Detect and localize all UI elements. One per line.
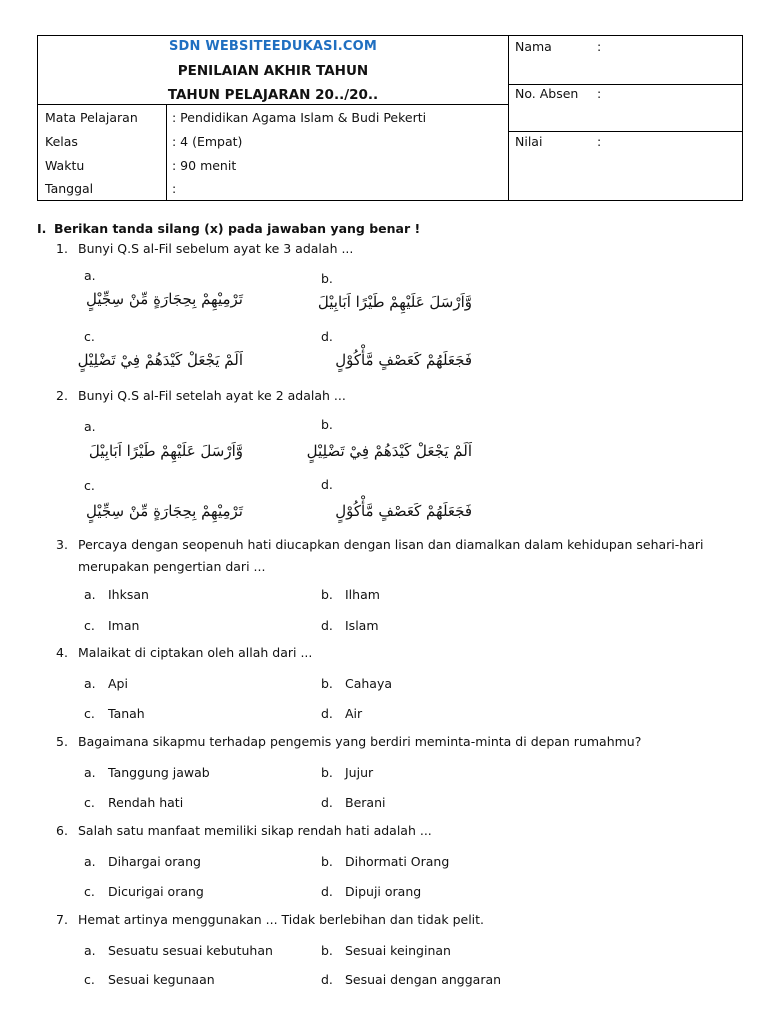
option-1c[interactable]: [84, 329, 108, 344]
option-text: Sesuatu sesuai kebutuhan: [108, 943, 273, 958]
option-1d-arabic[interactable]: فَجَعَلَهُمْ كَعَصْفٍ مَّأْكُوْلٍ: [335, 351, 472, 369]
option-letter: a.: [84, 854, 96, 869]
option-letter: b.: [321, 943, 333, 958]
option-7a[interactable]: [84, 943, 273, 958]
option-text: Dihormati Orang: [345, 854, 450, 869]
option-letter: c.: [84, 618, 95, 633]
option-6b[interactable]: [321, 854, 449, 869]
option-letter: d.: [321, 618, 333, 633]
option-text: Ihksan: [108, 587, 149, 602]
option-2d-arabic[interactable]: فَجَعَلَهُمْ كَعَصْفٍ مَّأْكُوْلٍ: [335, 502, 472, 520]
option-5c[interactable]: [84, 795, 183, 810]
option-5d[interactable]: [321, 795, 385, 810]
option-letter: b.: [321, 417, 333, 432]
option-letter: b.: [321, 765, 333, 780]
option-text: Jujur: [345, 765, 374, 780]
exam-title: PENILAIAN AKHIR TAHUN: [177, 63, 369, 79]
option-letter: c.: [84, 884, 95, 899]
question-5: [56, 731, 736, 753]
question-text-continued: merupakan pengertian dari ...: [78, 559, 266, 574]
option-letter: c.: [84, 706, 95, 721]
class-value: : 4 (Empat): [172, 134, 243, 149]
option-4a[interactable]: [84, 676, 128, 691]
option-1a[interactable]: [84, 268, 108, 283]
school-name: SDN WEBSITEEDUKASI.COM: [168, 39, 378, 54]
option-letter: c.: [84, 972, 95, 987]
option-letter: b.: [321, 587, 333, 602]
option-5b[interactable]: [321, 765, 373, 780]
question-text: Bunyi Q.S al-Fil sebelum ayat ke 3 adalah ...: [78, 241, 354, 256]
question-7: [56, 909, 736, 931]
option-5a[interactable]: [84, 765, 210, 780]
option-text: Dipuji orang: [345, 884, 422, 899]
option-2a-arabic[interactable]: وَّاَرْسَلَ عَلَيْهِمْ طَيْرًا اَبَابِيْلَ: [88, 442, 243, 460]
option-3b[interactable]: [321, 587, 380, 602]
option-text: Tanggung jawab: [108, 765, 210, 780]
option-letter: b.: [321, 676, 333, 691]
question-text: Malaikat di ciptakan oleh allah dari ...: [78, 645, 313, 660]
option-3a[interactable]: [84, 587, 149, 602]
option-4c[interactable]: [84, 706, 145, 721]
option-text: Islam: [345, 618, 379, 633]
time-value: : 90 menit: [172, 158, 237, 173]
option-text: Dicurigai orang: [108, 884, 204, 899]
option-text: Rendah hati: [108, 795, 184, 810]
option-3c[interactable]: [84, 618, 139, 633]
question-text: Bagaimana sikapmu terhadap pengemis yang berdiri meminta-minta di depan rumahmu?: [78, 734, 642, 749]
question-1: [56, 238, 736, 260]
subject-label: Mata Pelajaran: [45, 110, 138, 125]
option-text: Berani: [345, 795, 386, 810]
option-text: Sesuai keinginan: [345, 943, 451, 958]
option-text: Air: [345, 706, 363, 721]
option-letter: a.: [84, 268, 96, 283]
option-text: Cahaya: [345, 676, 393, 691]
section-number: I.: [37, 221, 47, 236]
divider-right-2: [509, 131, 743, 132]
option-text: Dihargai orang: [108, 854, 201, 869]
option-3d[interactable]: [321, 618, 379, 633]
divider-label-value: [166, 105, 167, 200]
question-text: Percaya dengan seopenuh hati diucapkan dengan lisan dan diamalkan dalam kehidupan sehari-hari: [78, 537, 704, 552]
option-letter: a.: [84, 587, 96, 602]
option-7c[interactable]: [84, 972, 215, 987]
section-heading: [37, 221, 420, 236]
question-number: 4.: [56, 645, 68, 660]
question-number: 1.: [56, 241, 68, 256]
option-2b[interactable]: [321, 417, 345, 432]
question-3: [56, 534, 736, 578]
option-7d[interactable]: [321, 972, 501, 987]
question-number: 3.: [56, 537, 68, 552]
divider-right-1: [509, 84, 743, 85]
divider-vertical: [508, 36, 509, 200]
question-text: Bunyi Q.S al-Fil setelah ayat ke 2 adalah ...: [78, 388, 346, 403]
time-label: Waktu: [45, 158, 85, 173]
option-letter: b.: [321, 271, 333, 286]
section-title: Berikan tanda silang (x) pada jawaban yang benar !: [54, 221, 421, 236]
option-text: Iman: [108, 618, 140, 633]
absence-number-field[interactable]: :: [597, 86, 602, 101]
absence-number-label: No. Absen: [515, 86, 579, 101]
option-6d[interactable]: [321, 884, 421, 899]
option-2a[interactable]: [84, 419, 108, 434]
option-6c[interactable]: [84, 884, 204, 899]
option-letter: a.: [84, 676, 96, 691]
date-label: Tanggal: [45, 181, 94, 196]
option-letter: b.: [321, 854, 333, 869]
option-letter: d.: [321, 329, 333, 344]
option-2c-arabic[interactable]: تَرْمِيْهِمْ بِحِجَارَةٍ مِّنْ سِجِّيْلٍ: [85, 502, 243, 520]
option-text: Tanah: [108, 706, 145, 721]
question-number: 7.: [56, 912, 68, 927]
option-letter: a.: [84, 943, 96, 958]
option-letter: c.: [84, 329, 95, 344]
option-letter: d.: [321, 884, 333, 899]
question-text: Hemat artinya menggunakan ... Tidak berlebihan dan tidak pelit.: [78, 912, 485, 927]
question-text: Salah satu manfaat memiliki sikap rendah hati adalah ...: [78, 823, 432, 838]
option-4d[interactable]: [321, 706, 362, 721]
option-letter: d.: [321, 795, 333, 810]
option-letter: d.: [321, 972, 333, 987]
subject-value: : Pendidikan Agama Islam & Budi Pekerti: [172, 110, 427, 125]
class-label: Kelas: [45, 134, 78, 149]
option-1b-arabic[interactable]: وَّاَرْسَلَ عَلَيْهِمْ طَيْرًا اَبَابِيْلَ: [317, 293, 472, 311]
option-letter: a.: [84, 765, 96, 780]
question-number: 5.: [56, 734, 68, 749]
date-value: :: [172, 181, 177, 196]
option-text: Ilham: [345, 587, 380, 602]
option-1b[interactable]: [321, 271, 345, 286]
name-label: Nama: [515, 39, 552, 54]
option-1c-arabic[interactable]: اَلَمْ يَجْعَلْ كَيْدَهُمْ فِيْ تَضْلِيْلٍ: [77, 351, 243, 369]
score-label: Nilai: [515, 134, 543, 149]
option-letter: d.: [321, 706, 333, 721]
option-text: Api: [108, 676, 128, 691]
option-letter: c.: [84, 478, 95, 493]
option-text: Sesuai dengan anggaran: [345, 972, 502, 987]
question-4: [56, 642, 736, 664]
option-2c[interactable]: [84, 478, 108, 493]
question-number: 2.: [56, 388, 68, 403]
option-6a[interactable]: [84, 854, 201, 869]
option-4b[interactable]: [321, 676, 392, 691]
question-2: [56, 385, 736, 407]
option-2b-arabic[interactable]: اَلَمْ يَجْعَلْ كَيْدَهُمْ فِيْ تَضْلِيْلٍ: [306, 442, 472, 460]
question-6: [56, 820, 736, 842]
title-block: [38, 36, 508, 105]
option-1d[interactable]: [321, 329, 345, 344]
option-1a-arabic[interactable]: تَرْمِيْهِمْ بِحِجَارَةٍ مِّنْ سِجِّيْلٍ: [85, 290, 243, 308]
question-number: 6.: [56, 823, 68, 838]
option-7b[interactable]: [321, 943, 451, 958]
score-field[interactable]: :: [597, 134, 602, 149]
option-text: Sesuai kegunaan: [108, 972, 215, 987]
option-letter: d.: [321, 477, 333, 492]
option-letter: a.: [84, 419, 96, 434]
option-2d[interactable]: [321, 477, 345, 492]
exam-header-table: [37, 35, 743, 201]
name-field[interactable]: :: [597, 39, 602, 54]
option-letter: c.: [84, 795, 95, 810]
academic-year: TAHUN PELAJARAN 20../20..: [167, 87, 379, 103]
